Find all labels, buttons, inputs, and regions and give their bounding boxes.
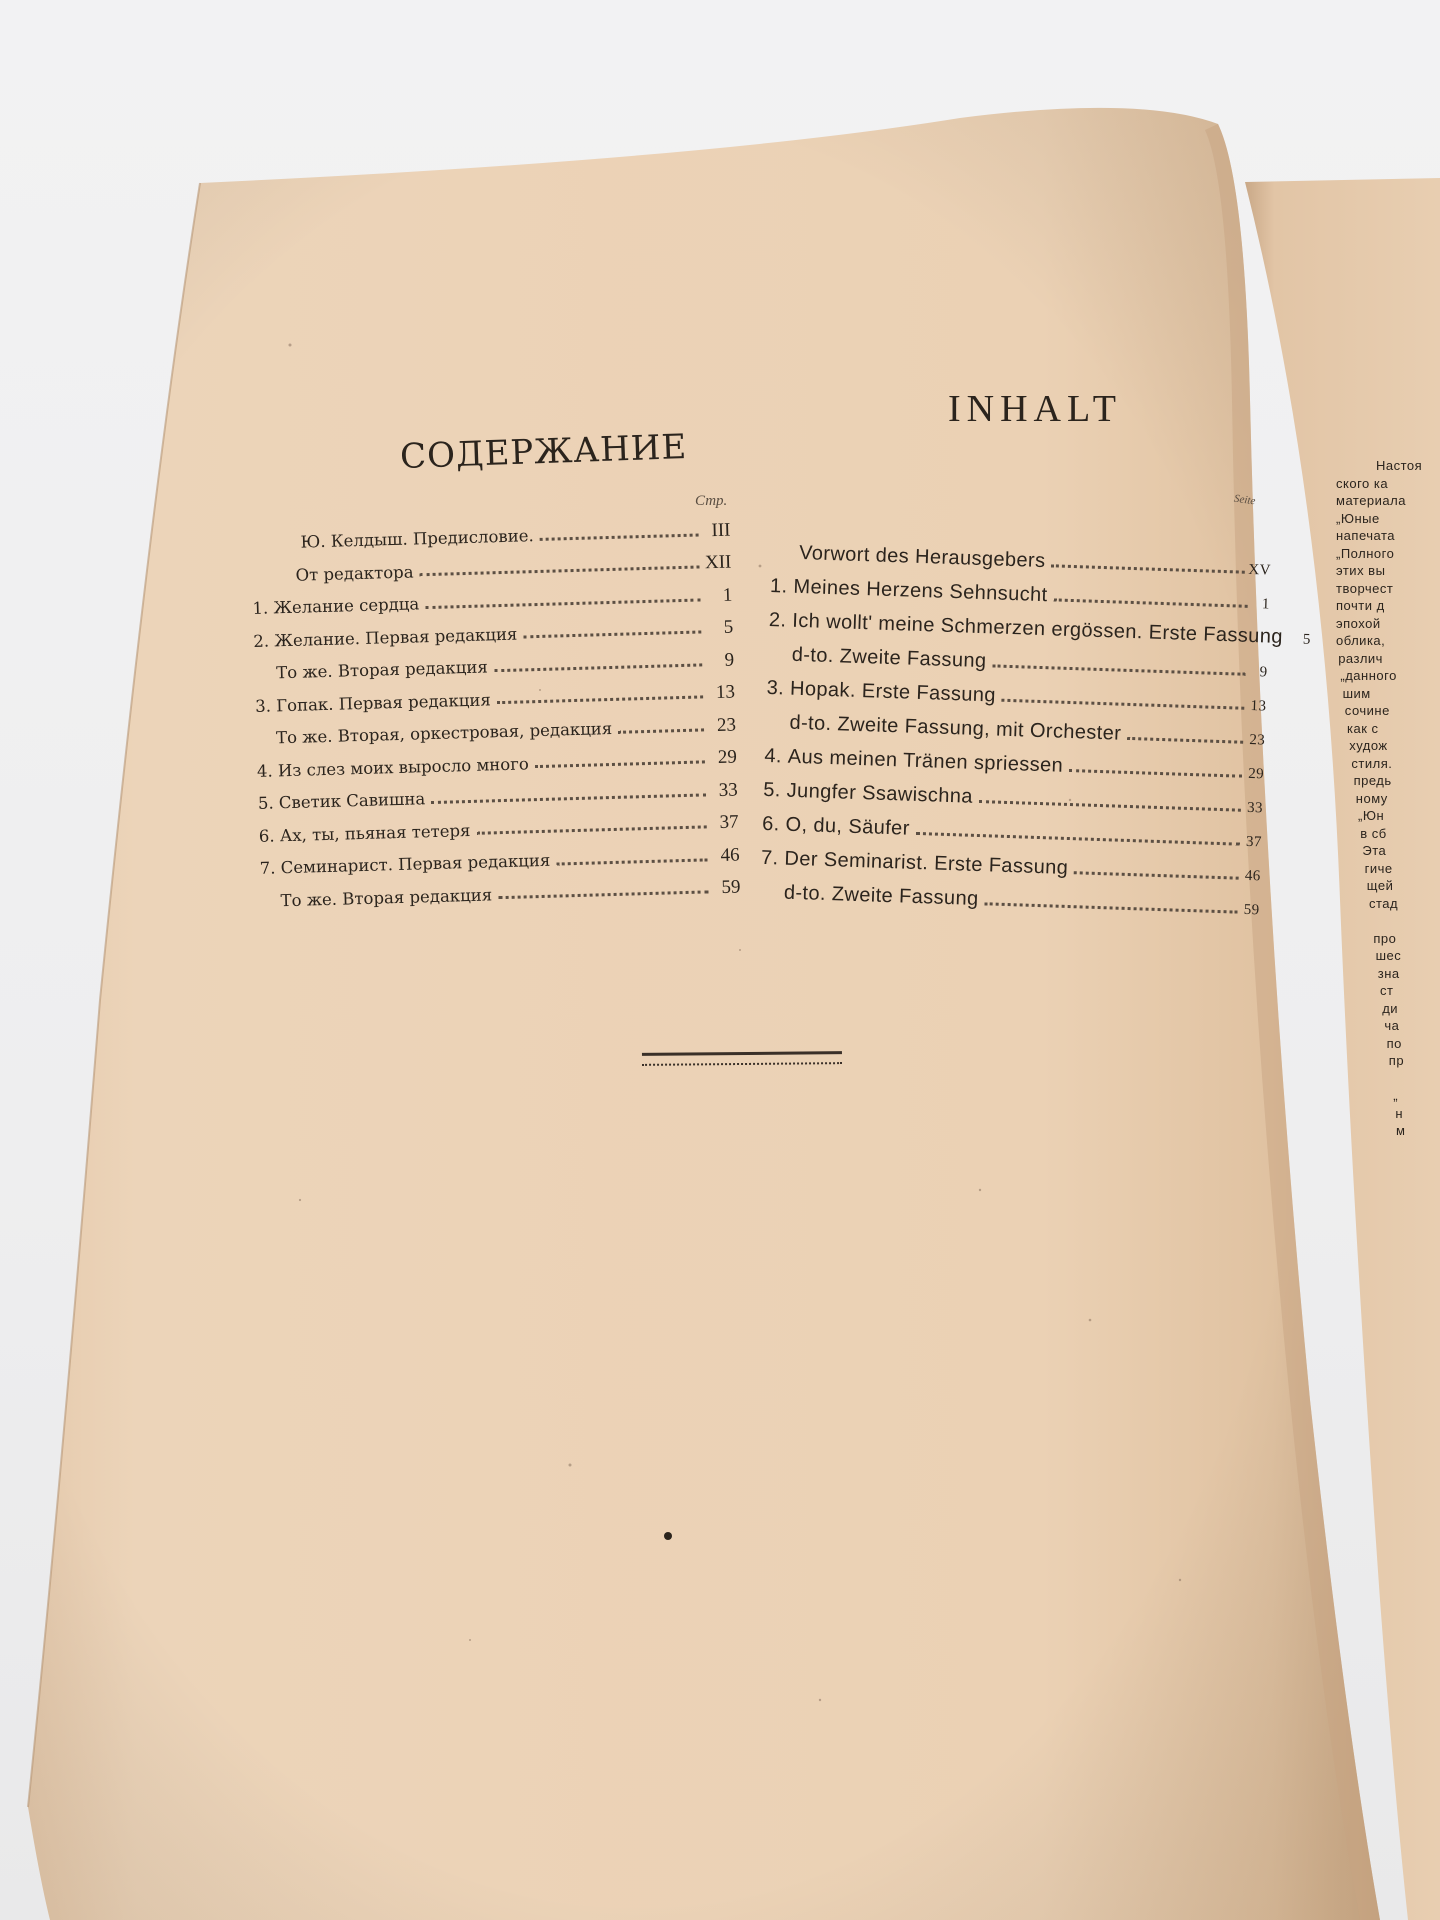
right-page-text-line <box>1336 1071 1440 1089</box>
right-page-text-line: шес <box>1375 948 1402 963</box>
german-entry-number: 1. <box>769 574 794 598</box>
right-page-text-line: напечата <box>1336 528 1396 543</box>
german-toc-title: INHALT <box>948 388 1122 430</box>
russian-entry-title: Ах, ты, пьяная тетеря <box>279 820 471 845</box>
russian-dot-leader <box>618 728 704 733</box>
german-entry-page-number: 1 <box>1261 596 1271 613</box>
russian-entry-title: От редактора <box>295 561 414 585</box>
russian-entry-title: Желание. Первая редакция <box>274 624 518 650</box>
right-page-text-line: ского ка <box>1336 475 1389 491</box>
russian-entry-number: 1. <box>252 598 274 618</box>
russian-entry-title: Светик Савишна <box>278 789 426 813</box>
german-dot-leader <box>1127 737 1243 744</box>
russian-dot-leader <box>556 858 707 865</box>
german-entry-number: 6. <box>761 812 786 836</box>
right-page-text-line: шим <box>1342 685 1371 701</box>
russian-entry-title: То же. Вторая редакция <box>276 657 488 683</box>
right-page-text-line: ному <box>1355 790 1388 806</box>
right-page-text-line: пр <box>1388 1053 1405 1068</box>
right-page-text-line: ст <box>1380 983 1394 998</box>
right-page-text-line: как с <box>1347 720 1379 736</box>
right-page-text-line: худож <box>1349 738 1388 753</box>
german-entry-page-number: 9 <box>1259 664 1268 681</box>
russian-entry-title: Гопак. Первая редакция <box>275 689 492 715</box>
right-page-text-line: облика, <box>1336 633 1386 648</box>
right-page-text-line: почти д <box>1336 598 1385 613</box>
right-page-text-line: „Юные <box>1336 510 1380 526</box>
right-page-text-line <box>1336 913 1440 931</box>
right-page-text-line: ди <box>1382 1000 1399 1016</box>
right-page-text-line: м <box>1396 1123 1406 1138</box>
right-page-text-line: творчест <box>1336 580 1394 596</box>
russian-entry-page-number: 37 <box>719 811 739 834</box>
russian-toc-title: СОДЕРЖАНИЕ <box>399 426 688 478</box>
right-page-text-line: предь <box>1353 773 1392 788</box>
right-page-text-line: гиче <box>1364 860 1393 876</box>
russian-entry-page-number: 46 <box>720 843 740 866</box>
russian-entry-title: Желание сердца <box>273 594 420 618</box>
german-entry-title: O, du, Säufer <box>785 813 911 840</box>
right-page-text-fragments <box>1336 458 1440 1198</box>
right-page-text-line: в сб <box>1360 825 1387 841</box>
right-page-text-line: по <box>1386 1035 1402 1051</box>
russian-entry-page-number: 29 <box>717 746 738 769</box>
right-page-text-line: „Юн <box>1358 808 1385 823</box>
decorative-rule <box>642 1051 842 1066</box>
russian-entry-page-number: 9 <box>724 649 735 671</box>
german-entry-title: Meines Herzens Sehnsucht <box>793 575 1048 607</box>
russian-entry-number: 6. <box>258 825 281 846</box>
russian-entry-page-number: 23 <box>716 714 737 736</box>
russian-entry-page-number: 59 <box>721 876 741 898</box>
russian-entry-page-number: 1 <box>722 584 733 606</box>
german-entry-page-number: 29 <box>1248 765 1265 783</box>
german-entry-title: d-to. Zweite Fassung <box>783 881 979 911</box>
right-page-text-line: Настоя <box>1376 458 1423 473</box>
german-entry-title: Aus meinen Tränen spriessen <box>787 745 1064 777</box>
german-entry-page-number: 13 <box>1250 697 1267 715</box>
right-page-text-line: щей <box>1366 878 1394 893</box>
right-page-text-line: различ <box>1338 650 1383 666</box>
german-entry-number: 3. <box>766 676 791 700</box>
german-entry-number: 2. <box>768 608 793 632</box>
right-page-text-line: этих вы <box>1336 563 1386 578</box>
right-page-text-line: Эта <box>1362 843 1387 858</box>
russian-dot-leader <box>535 760 705 768</box>
right-page-text-line: сочине <box>1344 703 1390 718</box>
german-entry-title: Jungfer Ssawischna <box>786 779 974 808</box>
german-entry-page-number: 46 <box>1244 867 1261 885</box>
right-page-text-line: „ <box>1393 1088 1399 1103</box>
russian-toc-list <box>250 507 741 910</box>
russian-entry-page-number: 33 <box>718 778 739 801</box>
russian-entry-title: Ю. Келдыш. Предисловие. <box>300 526 534 552</box>
russian-entry-title: Из слез моих выросло много <box>277 753 530 780</box>
right-page-text-line: н <box>1395 1105 1404 1121</box>
german-entry-title: Vorwort des Herausgebers <box>798 541 1046 573</box>
right-page-text-line: эпохой <box>1336 615 1381 631</box>
russian-entry-page-number: III <box>711 519 731 541</box>
german-entry-title: Hopak. Erste Fassung <box>789 677 997 707</box>
german-entry-title: Der Seminarist. Erste Fassung <box>784 847 1069 880</box>
right-page-text-line: материала <box>1336 493 1406 508</box>
russian-entry-number: 5. <box>257 793 280 813</box>
german-entry-page-number: 59 <box>1243 901 1260 919</box>
german-entry-page-number: 5 <box>1302 631 1311 648</box>
right-page-text-line: ча <box>1384 1018 1400 1033</box>
russian-entry-number: 7. <box>259 858 281 878</box>
german-entry-page-number: 33 <box>1246 799 1264 817</box>
russian-entry-page-number: 13 <box>715 681 736 704</box>
german-page-column-header: Seite <box>1233 492 1257 508</box>
german-entry-page-number: XV <box>1248 561 1272 579</box>
german-entry-title: Ich wollt' meine Schmerzen ergössen. Erste Fassung <box>792 609 1284 648</box>
german-entry-page-number: 23 <box>1249 731 1266 749</box>
german-entry-page-number: 37 <box>1245 833 1263 851</box>
russian-page-column-header: Стр. <box>695 493 728 509</box>
russian-entry-title: Семинарист. Первая редакция <box>280 850 551 878</box>
german-entry-number: 7. <box>760 846 785 870</box>
german-entry-number: 4. <box>764 744 789 768</box>
german-toc-list <box>760 528 1311 919</box>
russian-entry-title: То же. Вторая, оркестровая, редакция <box>275 718 613 748</box>
russian-entry-number: 3. <box>254 695 277 716</box>
german-entry-number: 5. <box>762 778 788 802</box>
russian-dot-leader <box>498 890 708 899</box>
russian-entry-number: 2. <box>253 630 275 651</box>
right-page-text-line: стиля. <box>1351 755 1393 771</box>
right-page-text-line: стад <box>1369 895 1399 911</box>
russian-entry-page-number: 5 <box>723 616 734 638</box>
right-page-text-line: про <box>1373 930 1397 946</box>
right-page-text-line <box>1336 1141 1440 1159</box>
russian-entry-number: 4. <box>256 760 279 781</box>
russian-dot-leader <box>540 533 699 540</box>
german-entry-title: d-to. Zweite Fassung, mit Orchester <box>789 711 1122 745</box>
russian-entry-title: То же. Вторая редакция <box>280 884 493 910</box>
russian-entry-page-number: XII <box>704 551 732 574</box>
right-page-text-line: „Полного <box>1336 545 1395 561</box>
right-page-text-line: зна <box>1377 965 1400 981</box>
german-entry-title: d-to. Zweite Fassung <box>791 643 987 673</box>
right-page-text-line: „данного <box>1340 668 1397 683</box>
